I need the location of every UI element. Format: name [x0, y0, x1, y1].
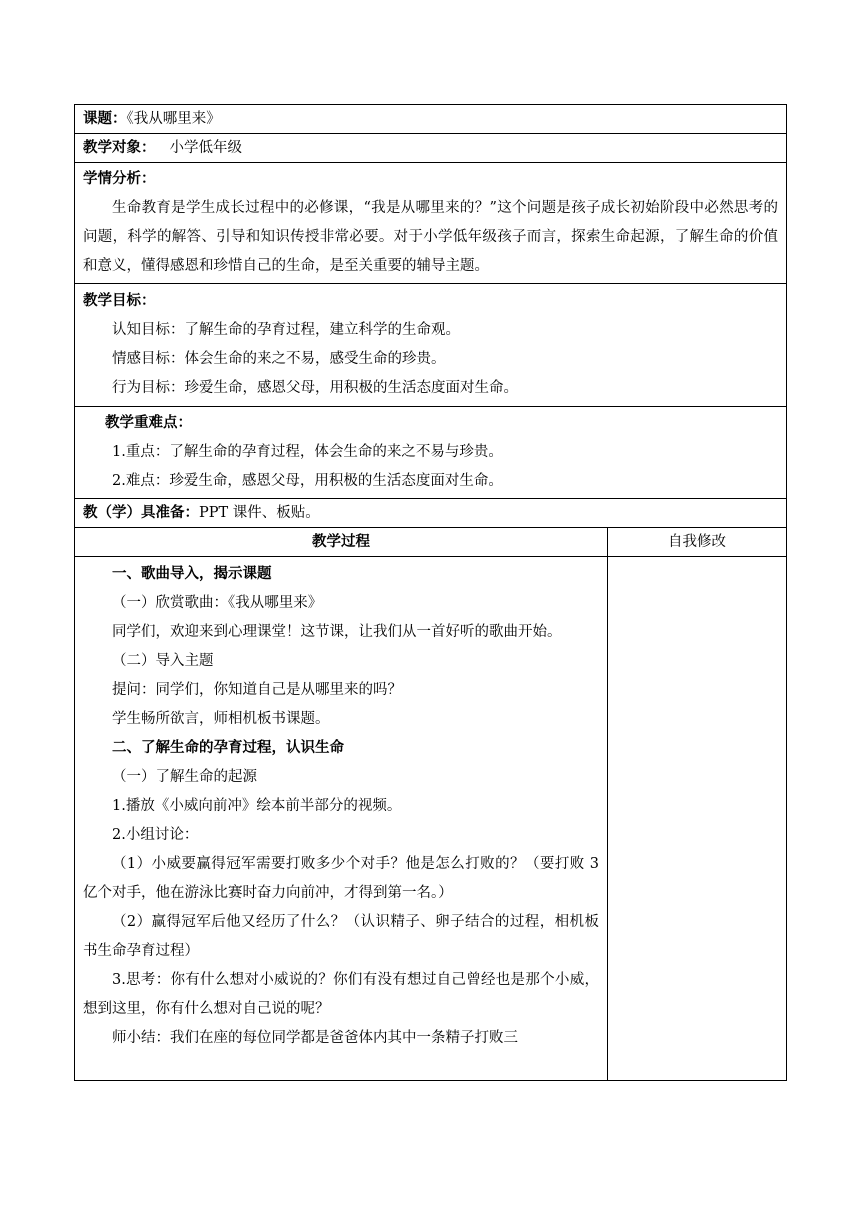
goal-item: 认知目标：了解生命的孕育过程，建立科学的生命观。 [112, 322, 460, 338]
analysis-text: 生命教育是学生成长过程中的必修课，“我是从哪里来的？”这个问题是孩子成长初始阶段中必然思考的问题，科学的解答、引导和知识传授非常必要。对于小学低年级孩子而言，探索生命起源，了解生命的价值和意义，懂得感恩和珍惜自己的生命，是至关重要的辅导主题。 [83, 200, 778, 274]
process-content [75, 557, 608, 1081]
goals-row [75, 284, 787, 407]
lesson-plan-table [74, 104, 787, 1081]
process-paragraph: 师小结：我们在座的每位同学都是爸爸体内其中一条精子打败三 [112, 1030, 518, 1046]
key-point-item: 1.重点：了解生命的孕育过程，体会生命的来之不易与珍贵。 [112, 444, 503, 460]
process-paragraph: 2.小组讨论： [112, 827, 199, 843]
key-points-label: 教学重难点： [105, 415, 192, 431]
audience-value: 小学低年级 [169, 140, 242, 156]
prep-label: 教（学）具准备： [83, 505, 199, 521]
process-header: 教学过程 [75, 528, 608, 557]
process-paragraph: （2）赢得冠军后他又经历了什么？（认识精子、卵子结合的过程，相机板书生命孕育过程） [83, 914, 599, 959]
subsection-heading: （一）了解生命的起源 [112, 769, 257, 785]
process-paragraph: 1.播放《小威向前冲》绘本前半部分的视频。 [112, 798, 402, 814]
section-heading: 二、了解生命的孕育过程，认识生命 [112, 740, 344, 756]
subsection-heading: （二）导入主题 [112, 653, 214, 669]
goals-label: 教学目标： [83, 293, 156, 309]
subsection-heading: （一）欣赏歌曲：《我从哪里来》 [112, 595, 323, 611]
process-paragraph: 同学们，欢迎来到心理课堂！这节课，让我们从一首好听的歌曲开始。 [112, 624, 562, 640]
topic-row [75, 105, 787, 134]
process-paragraph: 学生畅所欲言，师相机板书课题。 [112, 711, 330, 727]
topic-value: 《我从哪里来》 [126, 111, 221, 127]
goal-item: 行为目标：珍爱生命，感恩父母，用积极的生活态度面对生命。 [112, 380, 518, 396]
key-point-item: 2.难点：珍爱生命，感恩父母，用积极的生活态度面对生命。 [112, 473, 503, 489]
analysis-row [75, 163, 787, 284]
goal-item: 情感目标：体会生命的来之不易，感受生命的珍贵。 [112, 351, 446, 367]
revision-cell[interactable] [608, 557, 787, 1081]
section-heading: 一、歌曲导入，揭示课题 [112, 566, 272, 582]
audience-label: 教学对象： [83, 140, 156, 156]
process-header-row [75, 528, 787, 557]
analysis-label: 学情分析： [83, 171, 156, 187]
prep-row [75, 499, 787, 528]
audience-row [75, 134, 787, 163]
revision-header: 自我修改 [608, 528, 787, 557]
topic-label: 课题： [83, 111, 127, 127]
key-points-row [75, 407, 787, 499]
prep-value: PPT 课件、板贴。 [199, 505, 320, 521]
process-paragraph: （1）小威要赢得冠军需要打败多少个对手？他是怎么打败的？（要打败 3 亿个对手，他在游泳比赛时奋力向前冲，才得到第一名。） [83, 856, 599, 901]
process-paragraph: 3.思考：你有什么想对小威说的？你们有没有想过自己曾经也是那个小威，想到这里，你有什么想对自己说的呢？ [83, 972, 599, 1017]
process-body-row [75, 557, 787, 1081]
process-paragraph: 提问：同学们，你知道自己是从哪里来的吗？ [112, 682, 402, 698]
